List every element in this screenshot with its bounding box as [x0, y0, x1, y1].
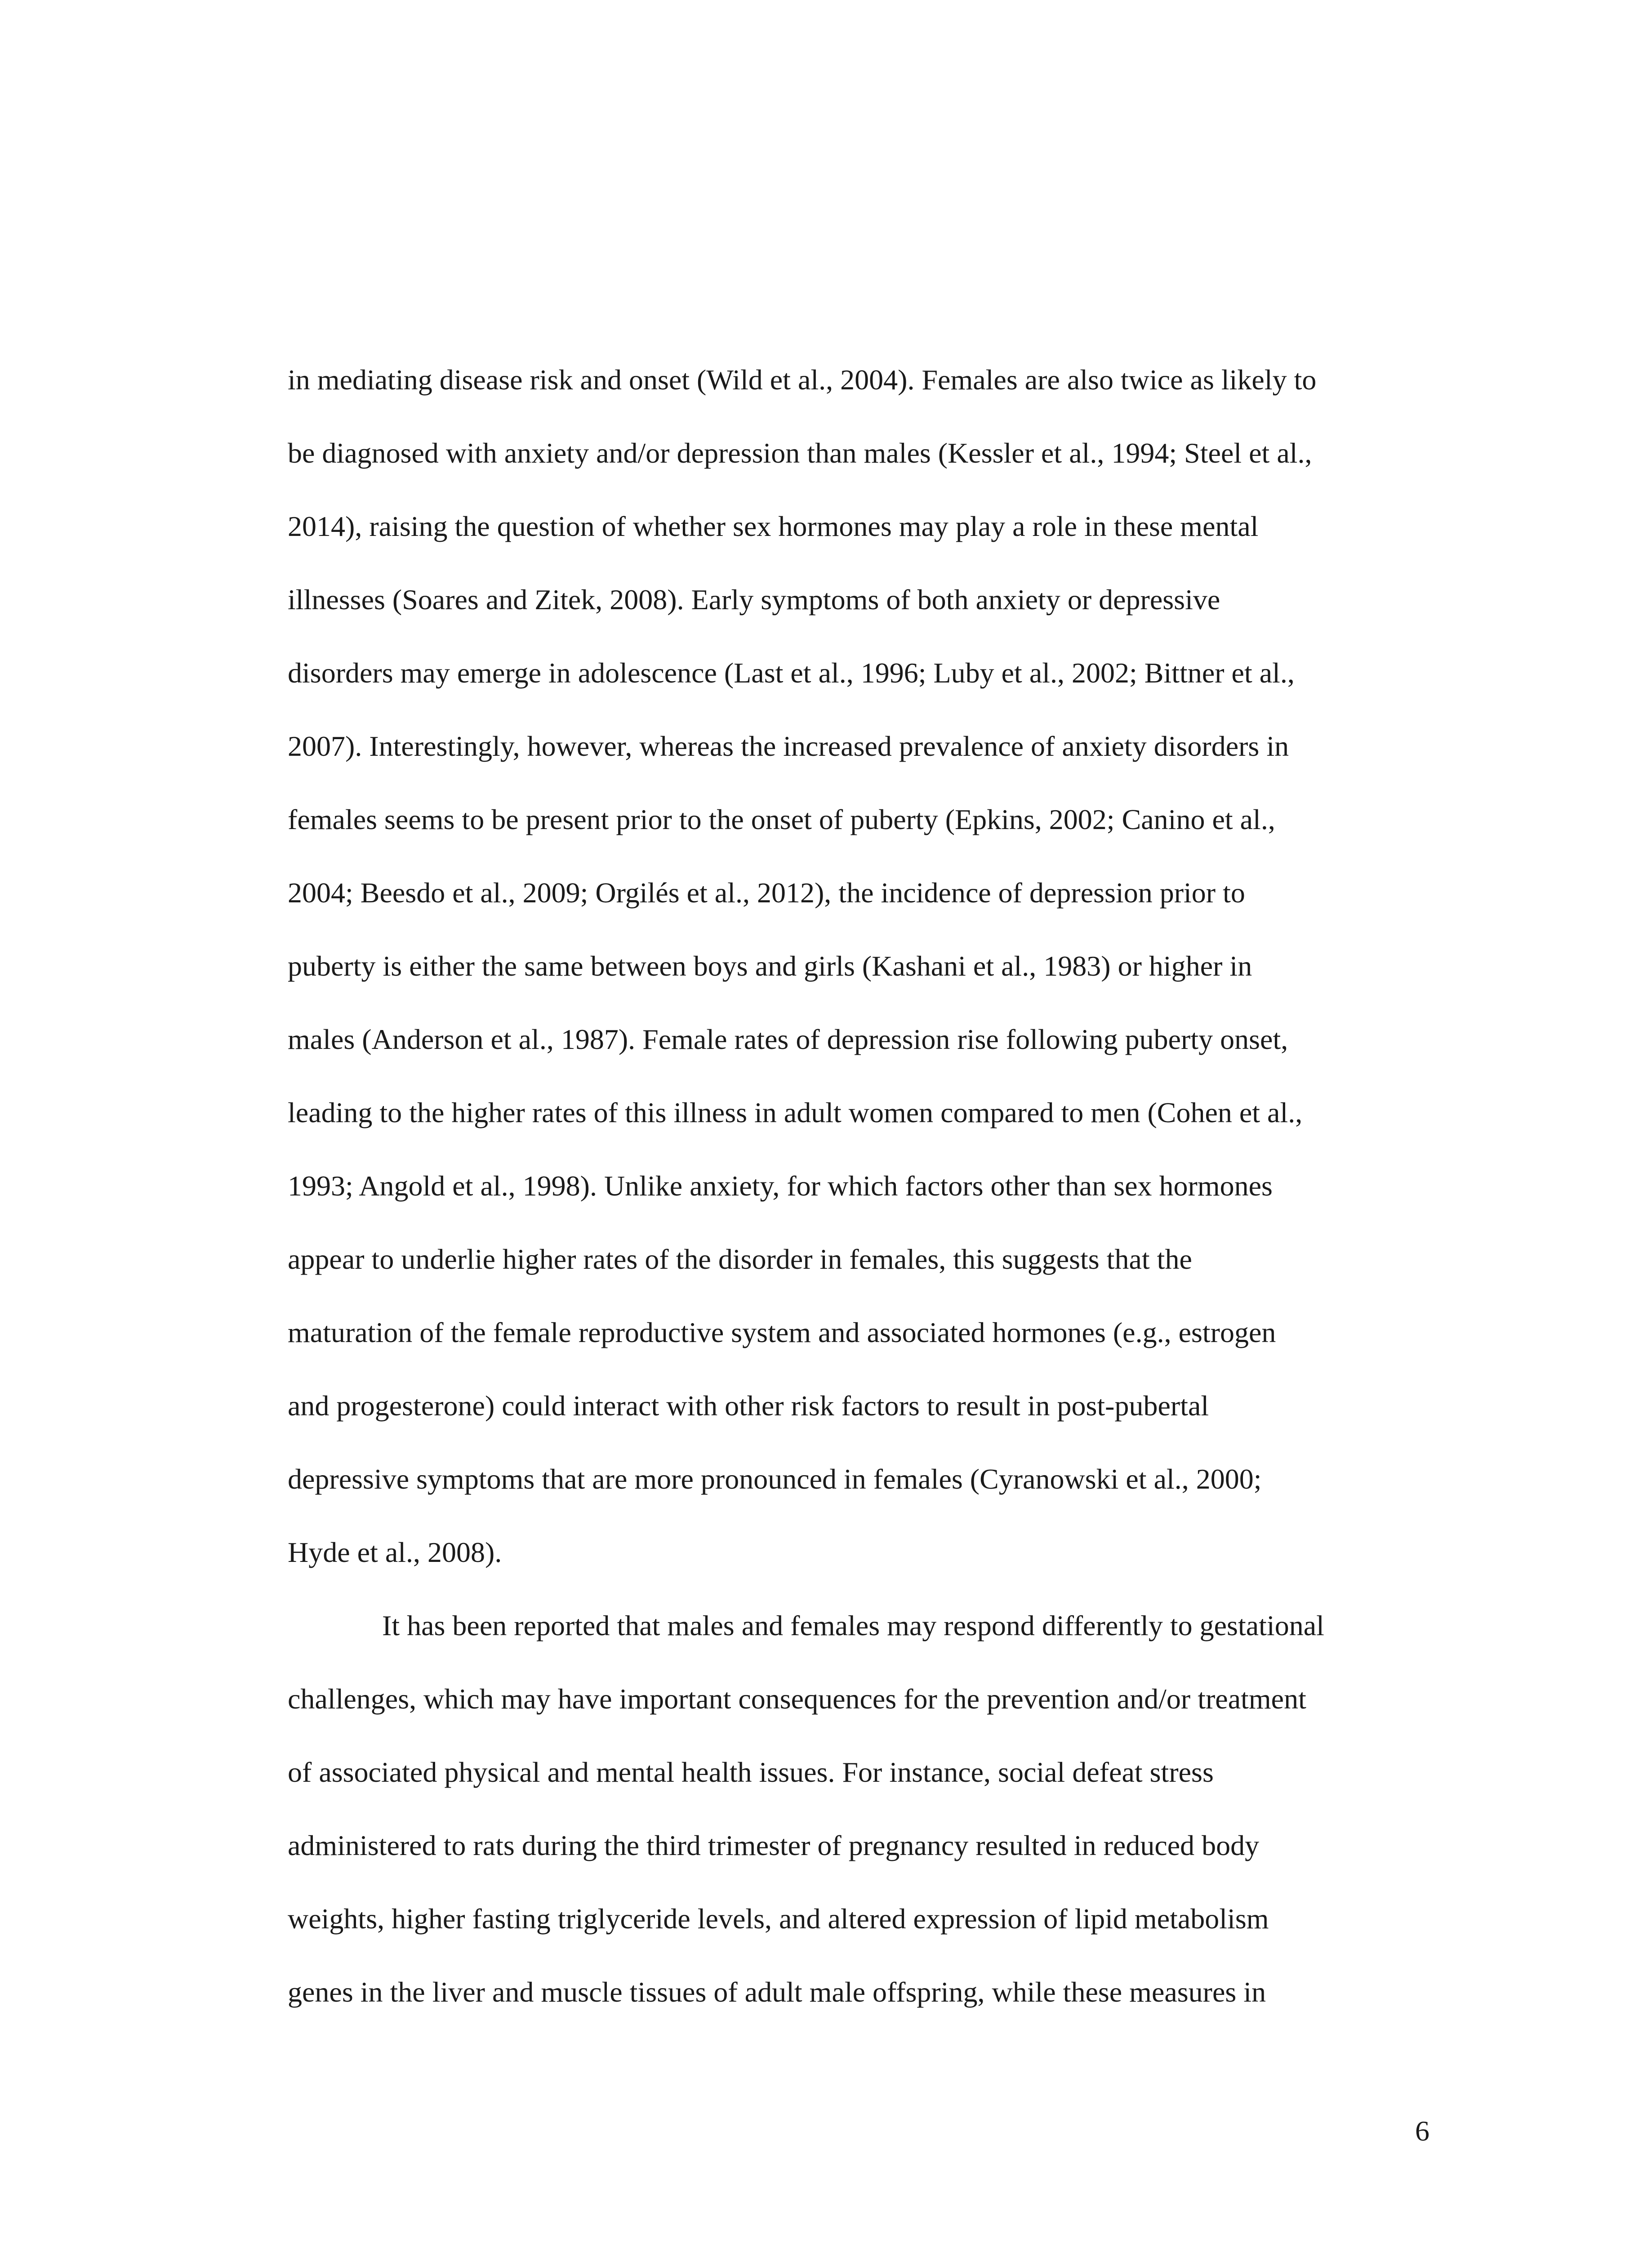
page-number: 6	[1415, 2115, 1429, 2147]
text-line: Hyde et al., 2008).	[288, 1536, 502, 1568]
text-line: disorders may emerge in adolescence (Last et al., 1996; Luby et al., 2002; Bittner et al.,	[288, 657, 1295, 689]
text-line: puberty is either the same between boys and girls (Kashani et al., 1983) or higher in	[288, 950, 1252, 982]
text-line: and progesterone) could interact with other risk factors to result in post-pubertal	[288, 1390, 1209, 1422]
text-line: in mediating disease risk and onset (Wild et al., 2004). Females are also twice as likely to	[288, 364, 1317, 396]
text-line-indented: It has been reported that males and females may respond differently to gestational	[382, 1610, 1324, 1641]
text-line: 2014), raising the question of whether sex hormones may play a role in these mental	[288, 510, 1259, 542]
text-line: administered to rats during the third trimester of pregnancy resulted in reduced body	[288, 1829, 1260, 1861]
text-line: males (Anderson et al., 1987). Female rates of depression rise following puberty onset,	[288, 1023, 1288, 1055]
text-line: be diagnosed with anxiety and/or depression than males (Kessler et al., 1994; Steel et al.,	[288, 437, 1312, 469]
text-line: females seems to be present prior to the onset of puberty (Epkins, 2002; Canino et al.,	[288, 803, 1275, 835]
text-line: appear to underlie higher rates of the disorder in females, this suggests that the	[288, 1243, 1192, 1275]
text-line: 1993; Angold et al., 1998). Unlike anxiety, for which factors other than sex hormones	[288, 1170, 1273, 1202]
text-line: illnesses (Soares and Zitek, 2008). Early symptoms of both anxiety or depressive	[288, 584, 1220, 616]
text-line: 2004; Beesdo et al., 2009; Orgilés et al., 2012), the incidence of depression prior to	[288, 877, 1245, 909]
text-line: challenges, which may have important consequences for the prevention and/or treatment	[288, 1683, 1306, 1715]
text-line: genes in the liver and muscle tissues of adult male offspring, while these measures in	[288, 1976, 1266, 2008]
text-line: weights, higher fasting triglyceride levels, and altered expression of lipid metabolism	[288, 1903, 1269, 1935]
text-line: maturation of the female reproductive system and associated hormones (e.g., estrogen	[288, 1316, 1276, 1348]
text-line: of associated physical and mental health issues. For instance, social defeat stress	[288, 1756, 1214, 1788]
text-line: 2007). Interestingly, however, whereas the increased prevalence of anxiety disorders in	[288, 730, 1289, 762]
text-line: leading to the higher rates of this illness in adult women compared to men (Cohen et al.,	[288, 1097, 1303, 1128]
text-line: depressive symptoms that are more pronounced in females (Cyranowski et al., 2000;	[288, 1463, 1262, 1495]
